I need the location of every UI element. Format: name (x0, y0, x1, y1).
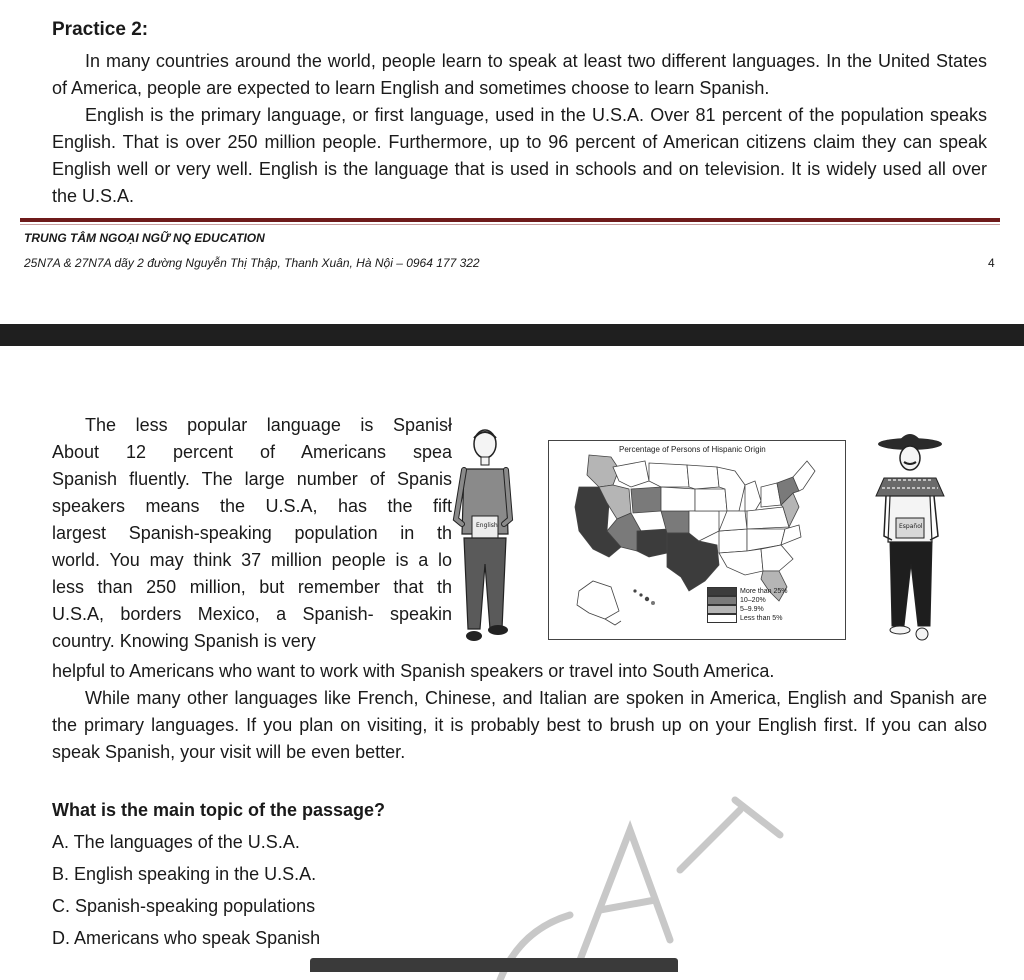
legend-swatch (707, 587, 737, 596)
paragraph-2: English is the primary language, or first language, used in the U.S.A. Over 81 percent of the population speaks English. That is over 250 million people. Furthermore, up to 96 percent of American citizens claim they can speak English well or very well. English is the language that is used in schools and on television. It is widely used all over the U.S.A. (52, 105, 987, 206)
paragraph-3-line: U.S.A, borders Mexico, a Spanish- speakin (52, 604, 452, 624)
answer-option-b[interactable]: B. English speaking in the U.S.A. (52, 864, 317, 884)
spanish-book-label: Español (899, 523, 923, 530)
practice-title: Practice 2: (52, 19, 149, 40)
legend-item (707, 605, 787, 614)
legend-swatch (707, 596, 737, 605)
paragraph-3-line: The less popular language is Spanisł (85, 415, 452, 435)
legend-label: Less than 5% (740, 615, 783, 622)
paragraph-3-line: country. Knowing Spanish is very (52, 631, 316, 651)
paragraph-3-continued: helpful to Americans who want to work with Spanish speakers or travel into South America. (52, 661, 775, 681)
legend-swatch (707, 605, 737, 614)
spanish-speaker-illustration (874, 424, 950, 650)
answer-option-c[interactable]: C. Spanish-speaking populations (52, 896, 316, 916)
map-legend (707, 587, 787, 623)
paragraph-3-line: world. You may think 37 million people is a lo (52, 550, 452, 570)
watermark-logo (480, 790, 840, 980)
legend-label: More than 25% (740, 588, 788, 595)
paragraph-3-line: Spanish fluently. The large number of Spanis (52, 469, 452, 489)
watermark-text: CAT (480, 790, 482, 791)
paragraph-3-line: largest Spanish-speaking population in th (52, 523, 452, 543)
page-number: 4 (988, 256, 995, 270)
legend-item (707, 596, 787, 605)
legend-swatch (707, 614, 737, 623)
paragraph-3 (52, 412, 452, 655)
footer-divider-thin (20, 224, 1000, 225)
footer-divider (20, 218, 1000, 222)
hispanic-origin-map (548, 440, 846, 640)
map-title: Percentage of Persons of Hispanic Origin (619, 445, 766, 454)
legend-item (707, 614, 787, 623)
paragraph-4: While many other languages like French, Chinese, and Italian are spoken in America, English and Spanish are the primary languages. If you plan on visiting, it is probably best to brush up on your English first. If you can also speak Spanish, your visit will be even better. (52, 688, 987, 762)
english-speaker-illustration (452, 424, 516, 654)
paragraph-3-line: About 12 percent of Americans spea (52, 442, 452, 462)
legend-label: 5–9.9% (740, 606, 764, 613)
question-text: What is the main topic of the passage? (52, 800, 386, 820)
english-book-label: English (476, 522, 498, 529)
us-map-graphic (549, 441, 845, 639)
legend-item (707, 587, 787, 596)
footer-address: 25N7A & 27N7A dãy 2 đường Nguyễn Thị Thập, Thanh Xuân, Hà Nội – 0964 177 322 (24, 256, 480, 270)
bottom-toolbar[interactable] (310, 958, 678, 972)
paragraph-3-line: less than 250 million, but remember that th (52, 577, 452, 597)
answer-option-a[interactable]: A. The languages of the U.S.A. (52, 832, 300, 852)
paragraph-3-line: speakers means the U.S.A, has the fift (52, 496, 452, 516)
page-separator (0, 324, 1024, 346)
footer-organization: TRUNG TÂM NGOẠI NGỮ NQ EDUCATION (24, 231, 265, 245)
paragraph-1: In many countries around the world, people learn to speak at least two different languages. In the United States of America, people are expected to learn English and sometimes choose to learn Spanish. (52, 51, 987, 98)
answer-option-d[interactable]: D. Americans who speak Spanish (52, 928, 321, 948)
legend-label: 10–20% (740, 597, 766, 604)
